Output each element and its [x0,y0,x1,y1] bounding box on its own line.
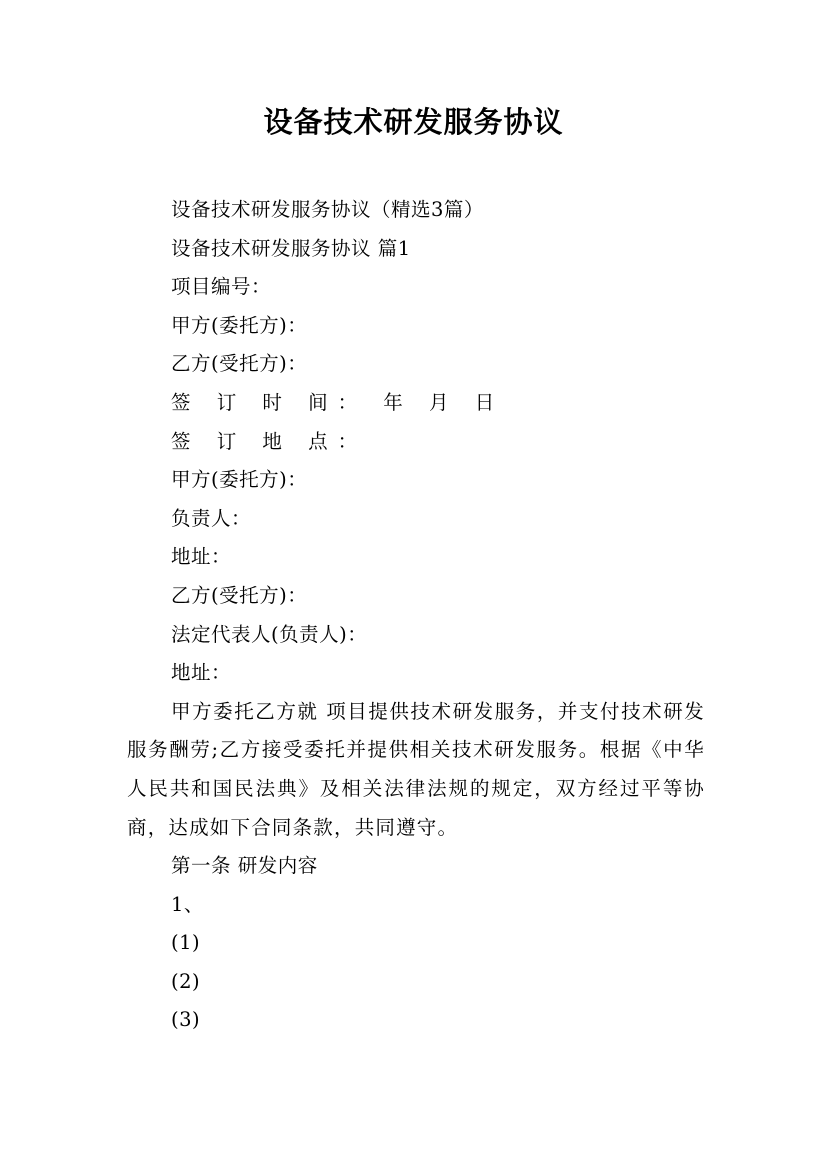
document-title: 设备技术研发服务协议 [263,105,564,139]
field-person-in-charge: 负责人： [171,506,252,530]
section-heading: 设备技术研发服务协议 篇1 [171,236,411,260]
field-sign-time: 签 订 时 间： 年 月 日 [171,390,505,414]
field-party-b: 乙方(受托方)： [171,352,308,376]
field-legal-rep: 法定代表人(负责人)： [171,622,368,646]
article-1-heading: 第一条 研发内容 [171,854,318,878]
field-address-b: 地址： [171,661,232,685]
document-subtitle: 设备技术研发服务协议（精选3篇） [171,198,484,221]
sub-item-2: (2) [171,969,201,993]
sub-item-3: (3) [171,1008,201,1032]
field-address-a: 地址： [171,545,232,569]
field-party-a: 甲方(委托方)： [171,313,308,337]
document-body [127,191,705,1040]
list-item: 1、 [171,892,204,916]
field-project-no: 项目编号： [171,275,272,299]
field-sign-place: 签 订 地 点： [171,429,368,453]
intro-paragraph: 甲方委托乙方就 项目提供技术研发服务，并支付技术研发服务酬劳;乙方接受委托并提供相关技术研发服务。根据《中华人民共和国民法典》及相关法律法规的规定，双方经过平等协商，达成如下合同条款，共同遵守。 [127,699,705,839]
field-party-b-2: 乙方(受托方)： [171,583,308,607]
sub-item-1: (1) [171,931,201,955]
field-party-a-2: 甲方(委托方)： [171,468,308,492]
